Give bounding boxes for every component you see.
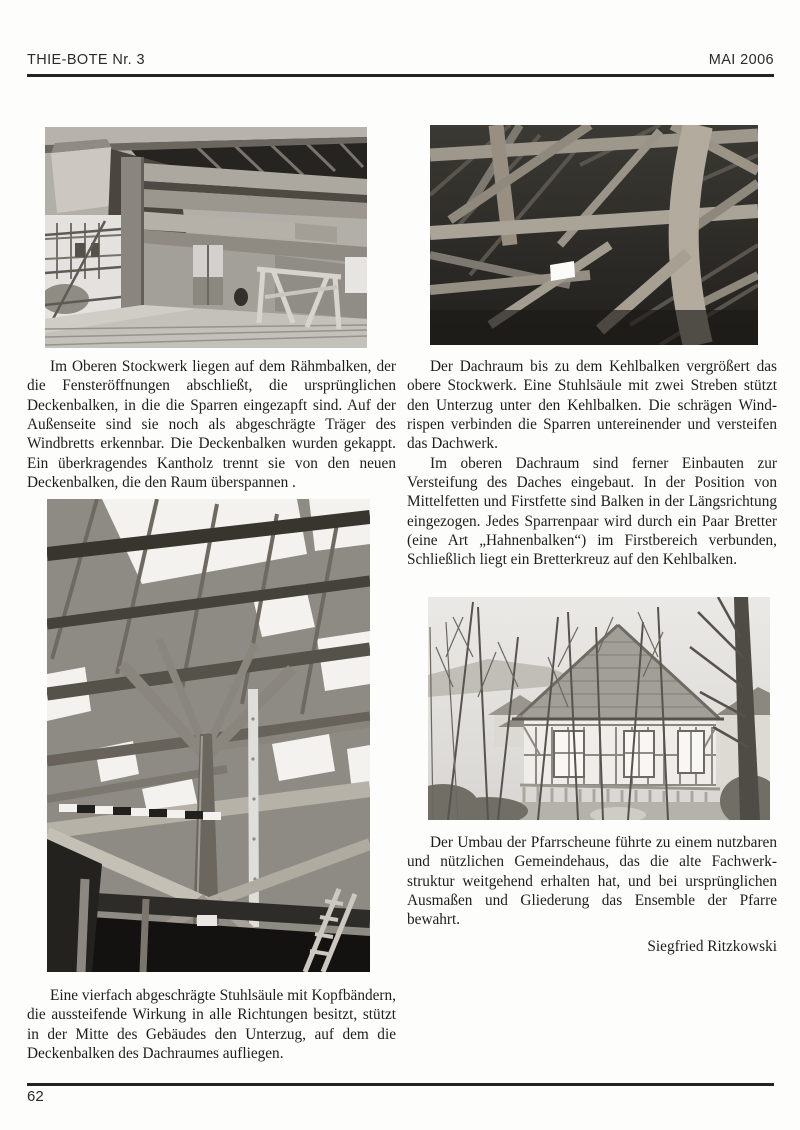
author-signature: Siegfried Ritzkowski <box>647 938 777 955</box>
journal-title: THIE-BOTE Nr. 3 <box>27 52 145 68</box>
photo-roof-truss <box>430 125 758 345</box>
photo-upper-storey-interior <box>45 127 367 348</box>
footer-rule <box>27 1083 774 1086</box>
photo-roof-truss-graphic <box>430 125 758 345</box>
page-header <box>27 52 774 68</box>
header-rule <box>27 74 774 77</box>
photo-fachwerk-house-graphic <box>428 597 770 820</box>
photo-stuhlsaeule <box>47 499 370 972</box>
page-number: 62 <box>27 1088 44 1105</box>
paragraph-right-2: Im oberen Dachraum sind ferner Einbauten zur Versteifung des Daches eingebaut. In der Position von Mittelfetten und Firstfette sind Balken in der Längsrichtung eingezogen. Jedes Sparrenpaar wird durch ein Paar Bretter (eine Art „Hahnenbalken“) im Firstbereich verbunden, Schließlich liegt ein Bretterkreuz auf den Kehlbalken. <box>407 454 777 569</box>
right-column-text <box>407 357 777 570</box>
paragraph-right-1: Der Dachraum bis zu dem Kehlbalken vergrößert das obere Stockwerk. Eine Stuhlsäule mit zwei Streben stützt den Unterzug unter den Kehlbalken. Die schrägen Windrispen verbinden die Sparren untereinender und versteifen das Dachwerk. <box>407 358 777 453</box>
photo-stuhlsaeule-graphic <box>47 499 370 972</box>
paragraph-left-1: Im Oberen Stockwerk liegen auf dem Rähmbalken, der die Fensteröffnungen abschließt, die ursprünglichen Deckenbalken, in die die Sparren eingezapft sind. Auf der Außenseite sind sie noch als abgeschrägte Träger des Windbretts erkennbar. Die Deckenbalken wurden gekappt. Ein überkragendes Kantholz trennt sie von den neuen Deckenbalken, die den Raum überspannen . <box>27 358 396 492</box>
paragraph-right-3: Der Umbau der Pfarrscheune führte zu einem nutzbaren und nützlichen Gemeindehaus, das die alte Fachwerkstruktur weitgehend erhalten hat, und bei ursprünglichen Ausmaßen und Gliederung das Ensemble der Pfarre bewahrt. <box>407 834 777 929</box>
photo-upper-storey-graphic <box>45 127 367 348</box>
caption-left-photo: Eine vierfach abgeschrägte Stuhlsäule mit Kopfbändern, die aussteifende Wirkung in alle Richtungen besitzt, stützt in der Mitte des Gebäudes den Unterzug, auf dem die Deckenbalken des Dachraumes aufliegen. <box>27 987 396 1063</box>
photo-fachwerk-house <box>428 597 770 820</box>
issue-date: MAI 2006 <box>708 52 774 68</box>
